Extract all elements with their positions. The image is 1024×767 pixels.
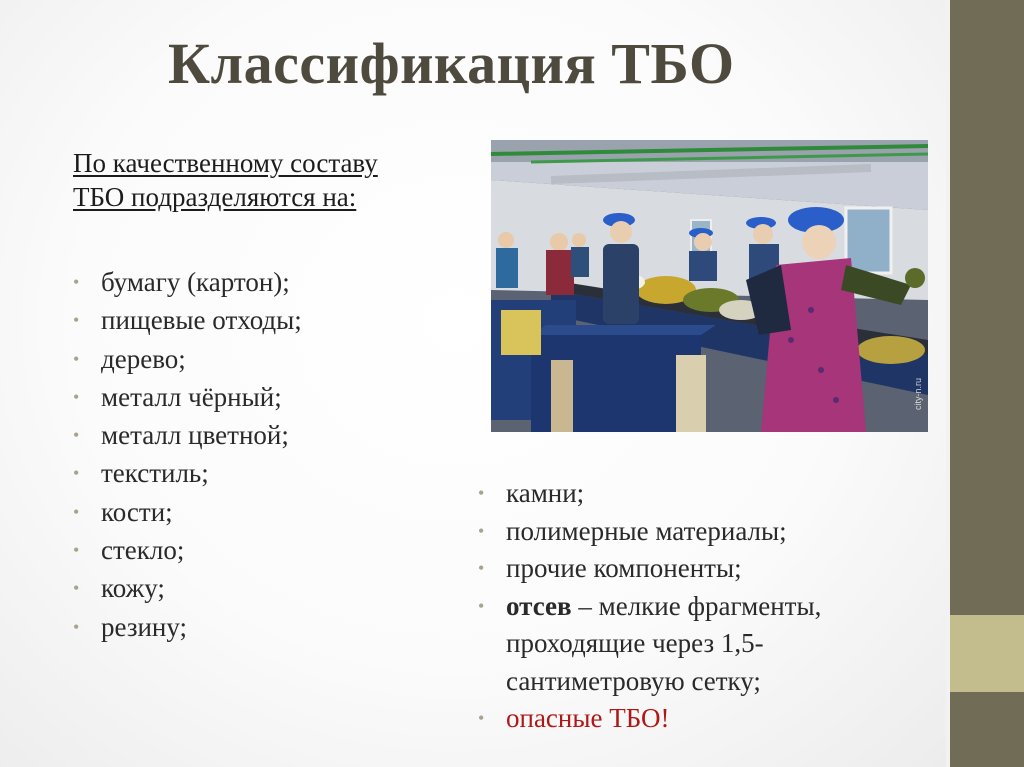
decorative-sidebar-accent — [950, 615, 1024, 692]
hazardous-waste-text: опасные ТБО! — [506, 703, 670, 733]
intro-line-1: По качественному составу — [73, 148, 378, 178]
bullet-icon: • — [73, 310, 80, 331]
list-item: • дерево; — [73, 340, 493, 378]
list-item: • стекло; — [73, 531, 493, 569]
waste-sorting-photo — [491, 140, 928, 432]
bullet-icon: • — [73, 501, 80, 522]
bullet-icon: • — [478, 483, 485, 503]
list-item: • прочие компоненты; — [478, 550, 938, 588]
otsev-term: отсев — [506, 590, 572, 621]
list-item-otsev — [478, 588, 938, 701]
otsev-description-1: – мелкие фрагменты, — [571, 590, 822, 621]
bullet-icon: • — [73, 463, 80, 484]
list-item: • кости; — [73, 493, 493, 531]
bullet-icon: • — [73, 348, 80, 369]
bullet-icon: • — [73, 616, 80, 637]
list-item: • текстиль; — [73, 454, 493, 492]
composition-list-right — [478, 475, 938, 738]
list-item: • кожу; — [73, 569, 493, 607]
otsev-description-2: проходящие через 1,5- — [506, 628, 764, 658]
list-item: • металл чёрный; — [73, 378, 493, 416]
list-item: • полимерные материалы; — [478, 513, 938, 551]
composition-list-left — [73, 263, 493, 646]
bullet-icon: • — [73, 425, 80, 446]
bullet-icon: • — [478, 595, 485, 616]
bullet-icon: • — [478, 708, 485, 728]
photo-watermark: city-n.ru — [913, 377, 923, 410]
bullet-icon: • — [73, 386, 80, 407]
list-item: • металл цветной; — [73, 416, 493, 454]
bullet-icon: • — [73, 540, 80, 561]
list-item: • бумагу (картон); — [73, 263, 493, 301]
photo-illustration — [491, 140, 928, 432]
intro-text — [73, 146, 473, 214]
slide-title: Классификация ТБО — [168, 31, 735, 96]
otsev-description-3: сантиметровую сетку; — [506, 665, 761, 696]
bullet-icon: • — [73, 272, 80, 292]
list-item: • пищевые отходы; — [73, 301, 493, 339]
list-item-hazardous — [478, 700, 938, 738]
intro-line-2: ТБО подразделяются на: — [73, 182, 357, 212]
list-item: • камни; — [478, 475, 938, 513]
bullet-icon: • — [73, 578, 80, 599]
bullet-icon: • — [478, 520, 485, 541]
bullet-icon: • — [478, 558, 485, 578]
list-item: • резину; — [73, 608, 493, 646]
